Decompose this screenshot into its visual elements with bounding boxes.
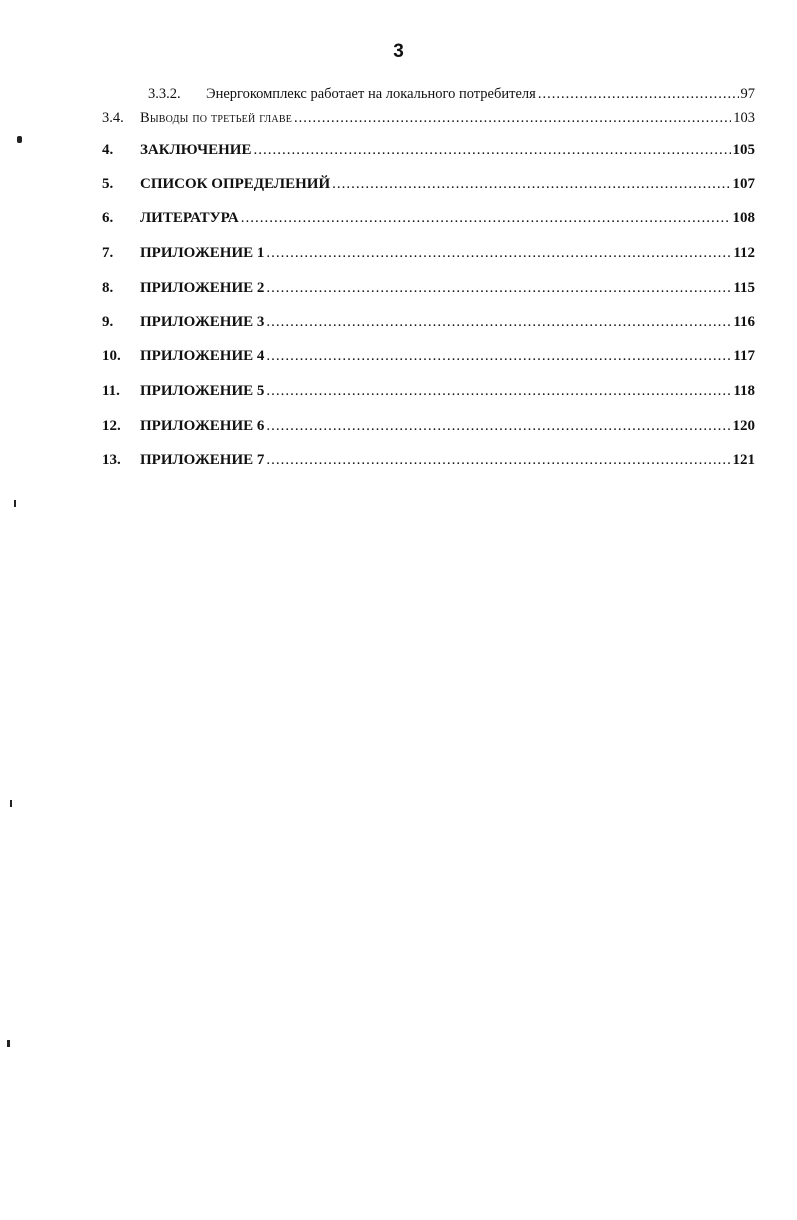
toc-entry-number: 10. [102,348,121,364]
toc-entry-title: Выводы по третьей главе [140,110,293,126]
toc-entry-page: 97 [740,86,755,102]
toc-entry-10[interactable] [102,348,755,365]
dot-leader [266,348,731,365]
toc-entry-page: 105 [732,142,755,158]
toc-entry-title: СПИСОК ОПРЕДЕЛЕНИЙ [140,176,331,192]
toc-entry-page: 117 [733,348,755,364]
toc-entry-title: ПРИЛОЖЕНИЕ 2 [140,280,265,296]
toc-entry-page: 108 [732,210,755,226]
dot-leader [253,142,730,159]
toc-entry-11[interactable] [102,383,755,400]
toc-entry-page: 116 [733,314,755,330]
toc-entry-title: ПРИЛОЖЕНИЕ 7 [140,452,265,468]
toc-entry-page: 121 [732,452,755,468]
dot-leader [332,176,730,193]
toc-entry-number: 11. [102,383,120,399]
dot-leader [538,86,739,103]
dot-leader [266,452,730,469]
dot-leader [294,110,731,127]
dot-leader [266,280,731,297]
toc-entry-5[interactable] [102,176,755,193]
dot-leader [266,418,730,435]
toc-entry-page: 112 [733,245,755,261]
scan-mark [7,1040,10,1047]
toc-entry-title: ПРИЛОЖЕНИЕ 1 [140,245,265,261]
dot-leader [241,210,731,227]
toc-entry-12[interactable] [102,418,755,435]
scan-mark [10,800,12,807]
toc-entry-number: 5. [102,176,114,192]
toc-entry-number: 3.4. [102,110,124,126]
dot-leader [266,314,731,331]
toc-entry-title: Энергокомплекс работает на локального потребителя [206,86,536,102]
toc-entry-page: 115 [733,280,755,296]
toc-entry-7[interactable] [102,245,755,262]
toc-entry-number: 9. [102,314,114,330]
toc-entry-number: 6. [102,210,114,226]
scan-mark [14,500,16,507]
page-number: 3 [393,41,404,62]
toc-entry-page: 118 [733,383,755,399]
toc-entry-13[interactable] [102,452,755,469]
dot-leader [266,383,731,400]
toc-entry-4[interactable] [102,142,755,159]
toc-entry-page: 107 [732,176,755,192]
toc-entry-title: ПРИЛОЖЕНИЕ 6 [140,418,265,434]
toc-entry-3-4[interactable] [102,110,755,127]
toc-entry-title: ЛИТЕРАТУРА [140,210,239,226]
toc-entry-number: 4. [102,142,114,158]
toc-entry-title: ПРИЛОЖЕНИЕ 4 [140,348,265,364]
toc-entry-title: ПРИЛОЖЕНИЕ 5 [140,383,265,399]
dot-leader [266,245,731,262]
toc-entry-number: 12. [102,418,121,434]
toc-entry-8[interactable] [102,280,755,297]
toc-entry-page: 103 [733,110,755,126]
toc-entry-page: 120 [732,418,755,434]
toc-entry-title: ЗАКЛЮЧЕНИЕ [140,142,252,158]
toc-entry-9[interactable] [102,314,755,331]
toc-entry-number: 13. [102,452,121,468]
toc-entry-number: 7. [102,245,114,261]
scan-mark [17,136,22,143]
toc-entry-6[interactable] [102,210,755,227]
toc-entry-number: 3.3.2. [148,86,181,102]
toc-entry-3-3-2[interactable] [148,86,755,103]
toc-entry-number: 8. [102,280,114,296]
toc-entry-title: ПРИЛОЖЕНИЕ 3 [140,314,265,330]
